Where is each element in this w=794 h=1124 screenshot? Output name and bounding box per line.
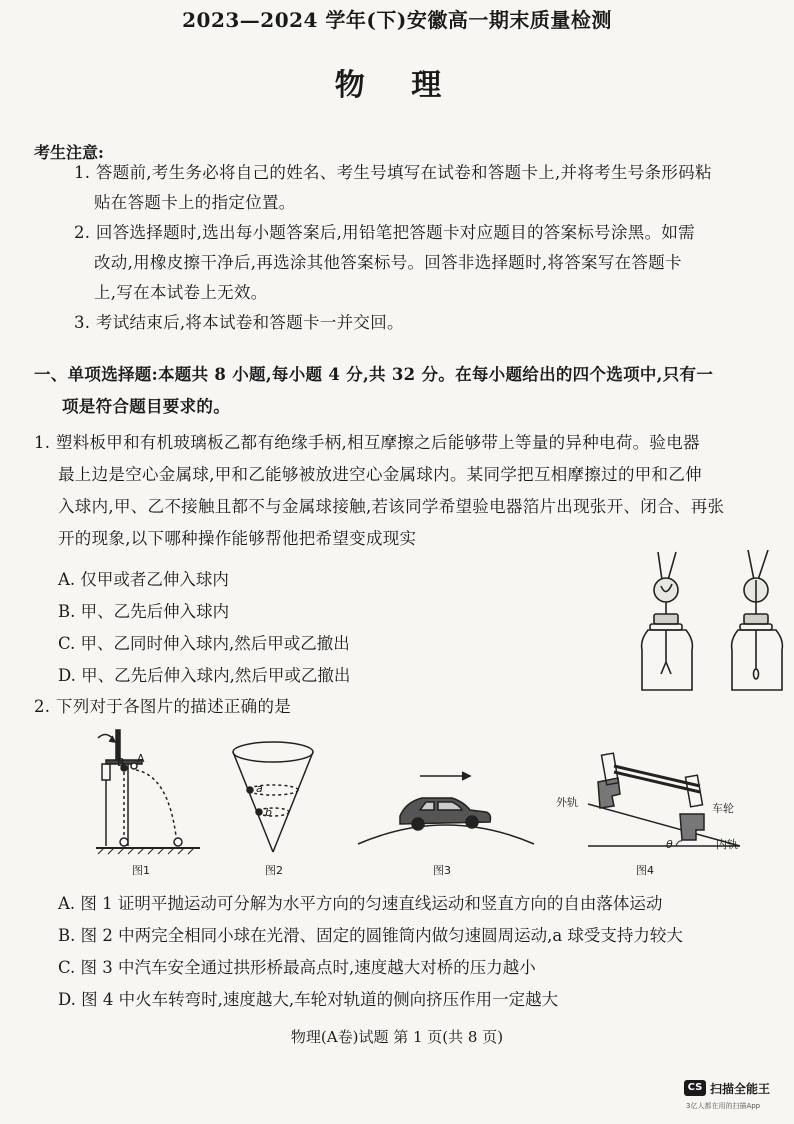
electroscope-illustration — [630, 550, 790, 700]
notice-line: 改动,用橡皮擦干净后,再选涂其他答案标号。回答非选择题时,将答案写在答题卡 — [94, 253, 682, 272]
q1-stem-line: 入球内,甲、乙不接触且都不与金属球接触,若该同学希望验电器箔片出现张开、闭合、再张 — [58, 497, 725, 516]
fig4-inner-rail-label: 内轨 — [716, 838, 738, 851]
fig3-caption: 图3 — [433, 864, 451, 877]
notice-heading: 考生注意: — [34, 143, 104, 162]
subject-title: 物 理 — [334, 68, 460, 103]
fig2-caption: 图2 — [265, 864, 283, 877]
fig2-label-a: a — [256, 782, 263, 795]
q1-option-a: A. 仅甲或者乙伸入球内 — [58, 570, 229, 589]
notice-line: 贴在答题卡上的指定位置。 — [94, 193, 296, 212]
q2-option-d: D. 图 4 中火车转弯时,速度越大,车轮对轨道的侧向挤压作用一定越大 — [58, 990, 559, 1009]
q1-stem-line: 最上边是空心金属球,甲和乙能够被放进空心金属球内。某同学把互相摩擦过的甲和乙伸 — [58, 465, 702, 484]
q2-option-a: A. 图 1 证明平抛运动可分解为水平方向的匀速直线运动和竖直方向的自由落体运动 — [58, 894, 663, 913]
figure-3-arch-bridge-car — [356, 766, 536, 856]
section-heading: 一、单项选择题:本题共 8 小题,每小题 4 分,共 32 分。在每小题给出的四个选项中,只有一 — [34, 365, 714, 384]
q2-option-c: C. 图 3 中汽车安全通过拱形桥最高点时,速度越大对桥的压力越小 — [58, 958, 536, 977]
q1-option-b: B. 甲、乙先后伸入球内 — [58, 602, 230, 621]
fig4-wheel-label: 车轮 — [712, 802, 734, 815]
fig4-theta-label: θ — [666, 838, 673, 851]
scanner-app-name: 扫描全能王 — [710, 1082, 771, 1096]
fig2-label-b: b — [265, 806, 272, 819]
fig1-label-a: A — [137, 752, 145, 765]
figure-1-projectile-apparatus — [92, 726, 204, 856]
section-heading-cont: 项是符合题目要求的。 — [62, 397, 230, 416]
fig4-caption: 图4 — [636, 864, 654, 877]
fig1-caption: 图1 — [132, 864, 150, 877]
scanner-logo-icon: CS — [684, 1080, 706, 1096]
fig1-label-b: B — [117, 756, 125, 769]
q1-stem-line: 1. 塑料板甲和有机玻璃板乙都有绝缘手柄,相互摩擦之后能够带上等量的异种电荷。验电器 — [34, 433, 700, 452]
notice-line: 上,写在本试卷上无效。 — [94, 283, 268, 302]
q1-option-c: C. 甲、乙同时伸入球内,然后甲或乙撤出 — [58, 634, 350, 653]
q1-option-d: D. 甲、乙先后伸入球内,然后甲或乙撤出 — [58, 666, 351, 685]
notice-line: 2. 回答选择题时,选出每小题答案后,用铅笔把答题卡对应题目的答案标号涂黑。如需 — [74, 223, 695, 242]
scanner-tagline: 3亿人都在用的扫描App — [686, 1102, 761, 1110]
page-footer: 物理(A卷)试题 第 1 页(共 8 页) — [290, 1028, 504, 1046]
q1-stem-line: 开的现象,以下哪种操作能够帮他把希望变成现实 — [58, 529, 417, 548]
exam-title: 2023—2024 学年(下)安徽高一期末质量检测 — [182, 8, 612, 32]
q2-stem: 2. 下列对于各图片的描述正确的是 — [34, 697, 292, 716]
notice-line: 1. 答题前,考生务必将自己的姓名、考生号填写在试卷和答题卡上,并将考生号条形码粘 — [74, 163, 712, 182]
fig4-outer-rail-label: 外轨 — [556, 796, 578, 809]
q2-option-b: B. 图 2 中两完全相同小球在光滑、固定的圆锥筒内做匀速圆周运动,a 球受支持力较大 — [58, 926, 683, 945]
notice-line: 3. 考试结束后,将本试卷和答题卡一并交回。 — [74, 313, 404, 332]
figure-2-cone — [228, 740, 318, 858]
